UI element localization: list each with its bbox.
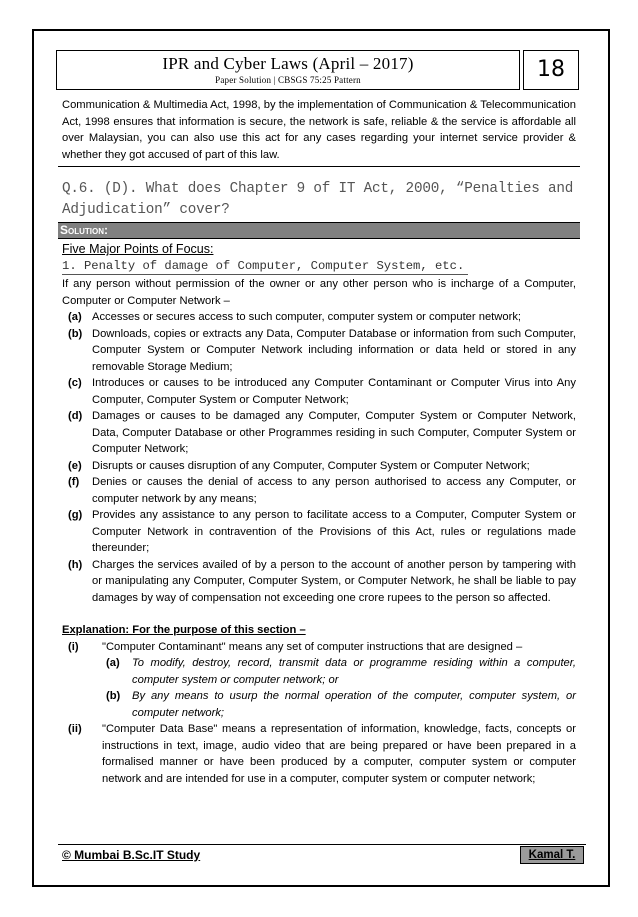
question-heading: Q.6. (D). What does Chapter 9 of IT Act, 2000, “Penalties and Adjudication” cover? <box>62 181 574 218</box>
definition-item: (ii) "Computer Data Base" means a representation of information, knowledge, facts, concepts or instructions in text, image, audio video that are being prepared or have been prepared in a formalised manner or have been produced by a computer, computer system or computer network and are intended for use in a computer, computer system or computer network; <box>68 723 576 785</box>
document-title: IPR and Cyber Laws (April – 2017) <box>162 54 414 73</box>
intro-paragraph: Communication & Multimedia Act, 1998, by the implementation of Communication & Telecommunication Act, 1998 ensures that information is secure, the network is safe, reliable & the service is affordable all over Malaysian, you can also use this act for any cases regarding your internet service provider & whether they got accused of part of this law. <box>62 99 576 161</box>
list-item: (g) Provides any assistance to any person to facilitate access to a Computer, Computer System or Computer Network in contravention of the Provisions of this Act, rules or regulations made thereunder; <box>68 509 576 554</box>
divider <box>58 166 580 167</box>
document-subtitle: Paper Solution | CBSGS 75:25 Pattern <box>215 75 361 85</box>
footer-author: Kamal T. <box>520 846 584 864</box>
footer-divider <box>58 844 586 845</box>
list-item: (f) Denies or causes the denial of access to any person authorised to access any Computer, or computer network by any means; <box>68 476 576 505</box>
solution-label: Solution: <box>58 222 580 239</box>
section-heading: 1. Penalty of damage of Computer, Computer System, etc. <box>62 258 468 275</box>
list-item: (a) Accesses or secures access to such computer, computer system or computer network; <box>68 311 522 323</box>
definition-sub-item: (a) To modify, destroy, record, transmit data or programme residing within a computer, computer system or computer network; or <box>106 657 576 686</box>
footer-copyright: © Mumbai B.Sc.IT Study <box>62 848 201 862</box>
page-number: 18 <box>523 50 579 90</box>
section-lead: If any person without permission of the owner or any other person who is incharge of a Computer, Computer or Computer Network – <box>62 278 576 307</box>
focus-heading: Five Major Points of Focus: <box>62 242 214 256</box>
list-item: (e) Disrupts or causes disruption of any Computer, Computer System or Computer Network; <box>68 459 530 472</box>
list-item: (h) Charges the services availed of by a person to the account of another person by tampering with or manipulating any Computer, Computer System, or Computer Network, he shall be liable to pay damages by way of compensation not exceeding one crore rupees to the person so affected. <box>68 558 576 604</box>
penalty-list <box>62 309 576 606</box>
page-content <box>62 97 576 787</box>
list-item: (d) Damages or causes to be damaged any Computer, Computer System or Computer Network, Data, Computer Database or other Programmes residing in such Computer, Computer System or Computer Network; <box>68 410 576 455</box>
header-box <box>56 50 520 90</box>
explanation-heading: Explanation: For the purpose of this section – <box>62 624 306 636</box>
list-item: (b) Downloads, copies or extracts any Data, Computer Database or information from such Computer, Computer System or Computer Network including information or data held or stored in any removable Storage Medium; <box>68 327 576 373</box>
definition-sub-item: (b) By any means to usurp the normal operation of the computer, computer system, or computer network; <box>106 690 576 719</box>
list-item: (c) Introduces or causes to be introduced any Computer Contaminant or Computer Virus into Any Computer, Computer System or Computer Network; <box>68 377 576 406</box>
definition-item: (i) "Computer Contaminant" means any set of computer instructions that are designed – <box>68 640 523 653</box>
